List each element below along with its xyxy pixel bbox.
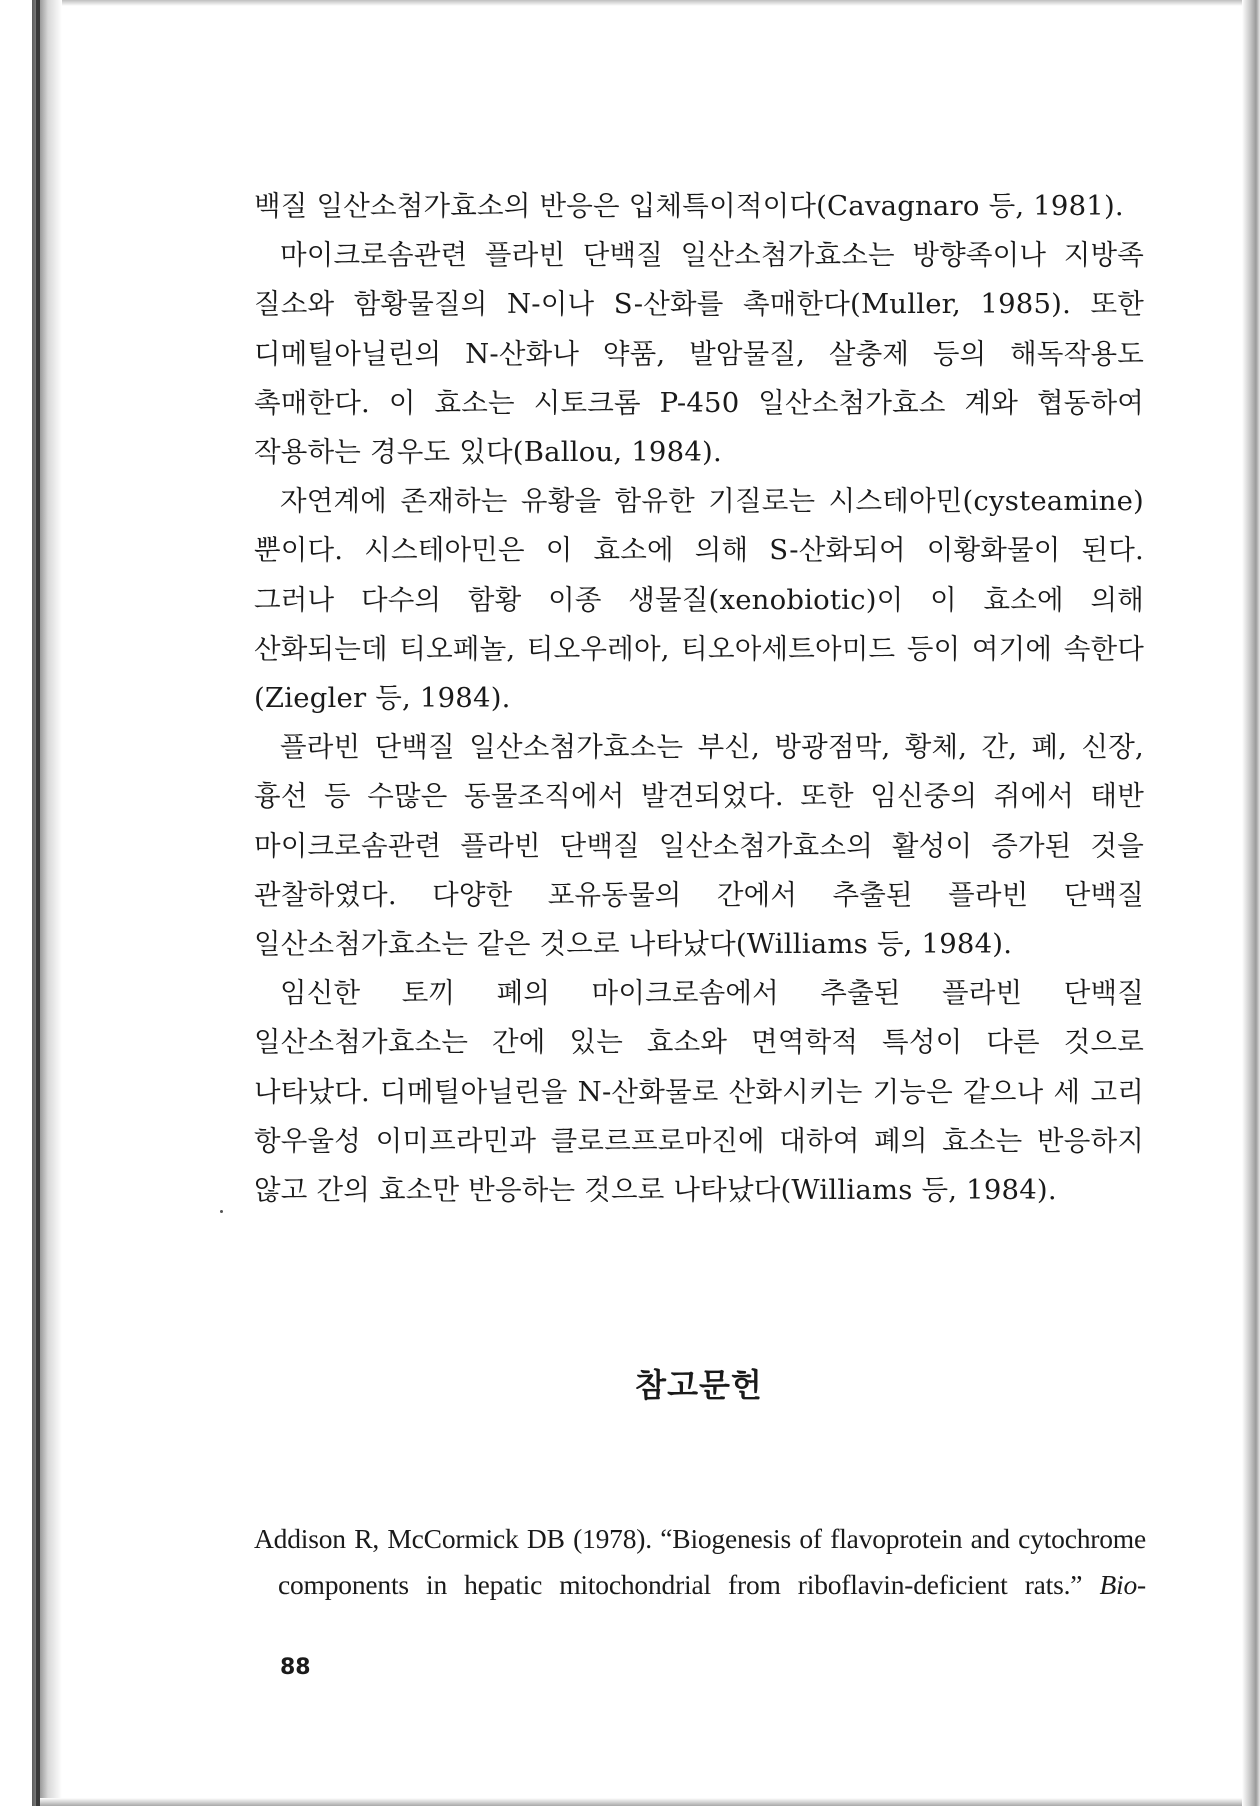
- reference-text: Addison R, McCormick DB (1978). “Biogenesis of flavoprotein and cytochrome components in hepatic mitochondrial from riboflavin-deficient rats.”: [254, 1523, 1146, 1600]
- paragraph: 임신한 토끼 폐의 마이크로솜에서 추출된 플라빈 단백질 일산소첨가효소는 간에 있는 효소와 면역학적 특성이 다른 것으로 나타났다. 디메틸아닐린을 N-산화물로 산화시키는 기능은 같으나 세 고리 항우울성 이미프라민과 클로르프로마진에 대하여 폐의 효소는 반응하지 않고 간의 효소만 반응하는 것으로 나타났다(Williams 등, 1984).: [254, 977, 1144, 1207]
- paragraph: 자연계에 존재하는 유황을 함유한 기질로는 시스테아민(cysteamine)뿐이다. 시스테아민은 이 효소에 의해 S-산화되어 이황화물이 된다. 그러나 다수의 함황 이종 생물질(xenobiotic)이 이 효소에 의해 산화되는데 티오페놀, 티오우레아, 티오아세트아미드 등이 여기에 속한다(Ziegler 등, 1984).: [254, 485, 1144, 715]
- page-top-edge: [40, 0, 1242, 6]
- page-bottom-edge: [40, 1798, 1242, 1806]
- reference-entry: [254, 1516, 1146, 1608]
- paragraph: 플라빈 단백질 일산소첨가효소는 부신, 방광점막, 황체, 간, 폐, 신장, 흉선 등 수많은 동물조직에서 발견되었다. 또한 임신중의 쥐에서 태반 마이크로솜관련 플라빈 단백질 일산소첨가효소의 활성이 증가된 것을 관찰하였다. 다양한 포유동물의 간에서 추출된 플라빈 단백질 일산소첨가효소는 같은 것으로 나타났다(Williams 등, 1984).: [254, 731, 1144, 961]
- paragraph: 마이크로솜관련 플라빈 단백질 일산소첨가효소는 방향족이나 지방족 질소와 함황물질의 N-이나 S-산화를 촉매한다(Muller, 1985). 또한 디메틸아닐린의 N-산화나 약품, 발암물질, 살충제 등의 해독작용도 촉매한다. 이 효소는 시토크롬 P-450 일산소첨가효소 계와 협동하여 작용하는 경우도 있다(Ballou, 1984).: [254, 239, 1144, 469]
- paragraph-continued: 백질 일산소첨가효소의 반응은 입체특이적이다(Cavagnaro 등, 1981).: [254, 190, 1124, 222]
- book-spine-edge: [36, 0, 40, 1806]
- page-number: 88: [280, 1655, 311, 1680]
- page-right-edge: [1242, 0, 1260, 1806]
- body-text: [254, 182, 1144, 1215]
- scan-speck: [220, 1210, 223, 1213]
- reference-journal-italic: Bio-: [1099, 1569, 1146, 1600]
- references-heading: 참고문헌: [635, 1366, 763, 1404]
